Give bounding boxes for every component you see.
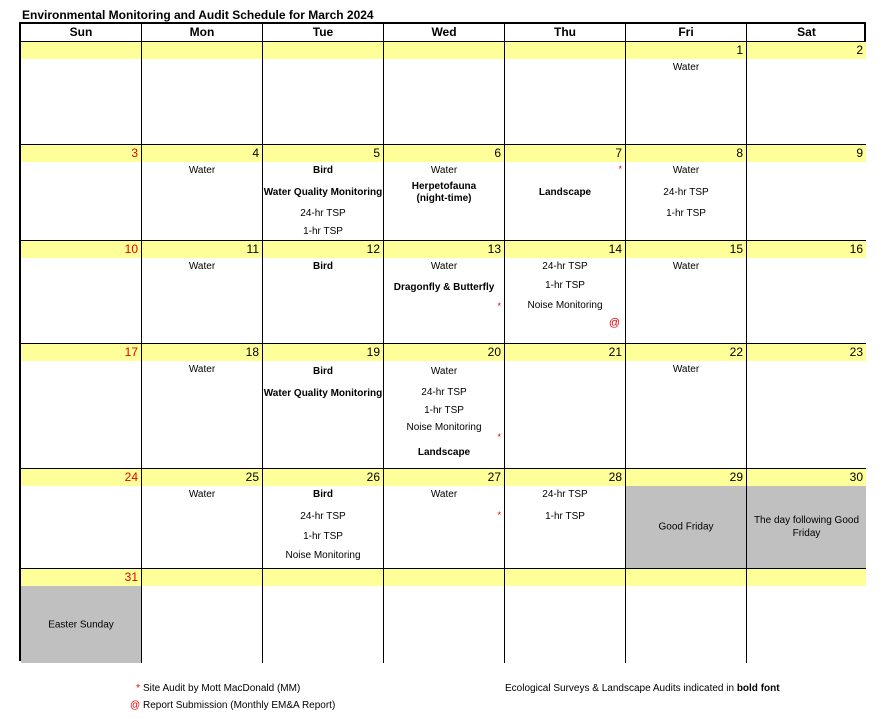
day-number: 12 (366, 242, 380, 256)
date-bar (384, 344, 504, 361)
date-bar (384, 469, 504, 486)
date-bar (142, 469, 262, 486)
day-body (142, 486, 262, 568)
day-cell (747, 42, 866, 145)
day-body (142, 361, 262, 468)
holiday-label: The day following Good Friday (753, 515, 860, 539)
day-body (21, 586, 141, 663)
day-cell (626, 145, 747, 241)
day-cell (505, 145, 626, 241)
schedule-event: Water (430, 261, 458, 272)
date-bar (747, 469, 866, 486)
day-body (505, 486, 625, 568)
schedule-event: Noise Monitoring (406, 422, 482, 433)
day-body (626, 486, 746, 568)
site-audit-marker: * (497, 510, 501, 520)
day-number: 18 (245, 345, 259, 359)
day-number: 15 (729, 242, 743, 256)
date-bar (384, 569, 504, 586)
day-body (626, 162, 746, 240)
schedule-event: Water (430, 366, 458, 377)
day-number: 5 (373, 146, 380, 160)
day-number: 6 (494, 146, 501, 160)
date-bar (505, 344, 625, 361)
schedule-event: Water (188, 489, 216, 500)
date-bar (21, 344, 141, 361)
legend-report-text: Report Submission (Monthly EM&A Report) (143, 700, 336, 711)
day-cell (747, 145, 866, 241)
date-bar (626, 145, 746, 162)
date-bar (142, 344, 262, 361)
holiday-label: Good Friday (658, 521, 714, 533)
day-cell (142, 469, 263, 569)
day-cell (384, 344, 505, 469)
day-body (505, 258, 625, 343)
day-body (263, 361, 383, 468)
day-body (263, 586, 383, 663)
date-bar (626, 42, 746, 59)
date-bar (263, 241, 383, 258)
day-body (505, 586, 625, 663)
day-number: 30 (849, 470, 863, 484)
day-body (142, 258, 262, 343)
date-bar (505, 241, 625, 258)
day-number: 25 (245, 470, 259, 484)
weekday-header (21, 24, 864, 42)
day-body (505, 59, 625, 144)
day-number: 20 (487, 345, 501, 359)
date-bar (384, 241, 504, 258)
day-number: 16 (849, 242, 863, 256)
day-cell (21, 241, 142, 344)
day-cell (747, 241, 866, 344)
schedule-event: 1-hr TSP (303, 531, 343, 542)
weekday-wed: Wed (384, 24, 505, 41)
day-body (263, 486, 383, 568)
date-bar (747, 42, 866, 59)
day-cell (626, 569, 747, 663)
schedule-event: Water Quality Monitoring (263, 187, 383, 198)
schedule-event: Noise Monitoring (527, 300, 603, 311)
date-bar (505, 469, 625, 486)
day-number: 28 (608, 470, 622, 484)
schedule-event: Landscape (538, 187, 592, 198)
schedule-event: 24-hr TSP (663, 187, 709, 198)
day-number: 2 (856, 43, 863, 57)
day-number: 7 (615, 146, 622, 160)
day-number: 27 (487, 470, 501, 484)
schedule-event: Water Quality Monitoring (263, 388, 383, 399)
date-bar (384, 145, 504, 162)
weekday-mon: Mon (142, 24, 263, 41)
day-cell (142, 42, 263, 145)
schedule-event: Bird (313, 261, 333, 272)
schedule-event: 24-hr TSP (421, 387, 467, 398)
day-number: 19 (366, 345, 380, 359)
day-body (747, 258, 866, 343)
day-cell (142, 344, 263, 469)
day-cell (21, 569, 142, 663)
day-body (384, 59, 504, 144)
day-body (626, 361, 746, 468)
day-body (384, 162, 504, 240)
site-audit-marker: * (497, 301, 501, 311)
day-body (626, 258, 746, 343)
schedule-event: Water (672, 364, 700, 375)
weekday-tue: Tue (263, 24, 384, 41)
legend-report (130, 700, 335, 712)
day-body (747, 59, 866, 144)
schedule-event: 24-hr TSP (542, 261, 588, 272)
day-cell (505, 344, 626, 469)
day-body (505, 361, 625, 468)
schedule-event: 1-hr TSP (424, 405, 464, 416)
day-cell (384, 569, 505, 663)
day-body (747, 361, 866, 468)
schedule-event: 1-hr TSP (545, 511, 585, 522)
legend-bold-note (505, 683, 780, 695)
day-body (21, 59, 141, 144)
day-number: 26 (366, 470, 380, 484)
day-cell (626, 469, 747, 569)
date-bar (626, 569, 746, 586)
site-audit-marker: * (497, 432, 501, 442)
schedule-event: Water (430, 165, 458, 176)
date-bar (142, 145, 262, 162)
day-cell (505, 569, 626, 663)
day-number: 3 (131, 146, 138, 160)
legend-bold-note-text: Ecological Surveys & Landscape Audits indicated in (505, 683, 735, 694)
day-number: 29 (729, 470, 743, 484)
day-body (263, 258, 383, 343)
schedule-event: 24-hr TSP (300, 511, 346, 522)
day-cell (21, 469, 142, 569)
date-bar (505, 145, 625, 162)
day-number: 11 (246, 242, 259, 256)
day-cell (384, 42, 505, 145)
legend-bold-word: bold font (736, 683, 780, 694)
date-bar (263, 344, 383, 361)
day-body (747, 586, 866, 663)
weekday-fri: Fri (626, 24, 747, 41)
day-body (384, 486, 504, 568)
schedule-event: Herpetofauna (411, 181, 477, 192)
day-body (21, 486, 141, 568)
site-audit-marker: * (618, 164, 622, 174)
schedule-event: Bird (313, 165, 333, 176)
day-cell (626, 42, 747, 145)
schedule-event: 24-hr TSP (300, 208, 346, 219)
day-number: 17 (124, 345, 138, 359)
day-body (747, 486, 866, 568)
day-cell (21, 42, 142, 145)
day-body (21, 162, 141, 240)
date-bar (505, 569, 625, 586)
date-bar (747, 344, 866, 361)
schedule-event: Landscape (417, 447, 471, 458)
day-cell (626, 344, 747, 469)
day-body (263, 162, 383, 240)
legend-site-audit-text: Site Audit by Mott MacDonald (MM) (143, 683, 301, 694)
date-bar (142, 42, 262, 59)
day-cell (626, 241, 747, 344)
date-bar (142, 241, 262, 258)
day-cell (142, 145, 263, 241)
site-audit-marker: * (136, 683, 140, 694)
day-cell (747, 469, 866, 569)
day-cell (142, 241, 263, 344)
day-number: 8 (736, 146, 743, 160)
date-bar (626, 344, 746, 361)
day-cell (263, 569, 384, 663)
date-bar (21, 145, 141, 162)
date-bar (263, 469, 383, 486)
schedule-event: Water (188, 364, 216, 375)
date-bar (747, 241, 866, 258)
date-bar (21, 42, 141, 59)
date-bar (263, 569, 383, 586)
day-body (384, 361, 504, 468)
schedule-event: Noise Monitoring (285, 550, 361, 561)
day-cell (263, 42, 384, 145)
schedule-event: 1-hr TSP (303, 226, 343, 237)
schedule-event: Dragonfly & Butterfly (393, 282, 495, 293)
day-body (142, 162, 262, 240)
day-cell (263, 241, 384, 344)
day-number: 9 (856, 146, 863, 160)
legend-site-audit (130, 683, 300, 695)
day-body (626, 586, 746, 663)
day-cell (747, 344, 866, 469)
schedule-event: Water (672, 62, 700, 73)
weekday-thu: Thu (505, 24, 626, 41)
day-cell (505, 469, 626, 569)
day-number: 22 (729, 345, 743, 359)
day-cell (142, 569, 263, 663)
report-submission-marker: @ (608, 317, 620, 329)
day-cell (263, 344, 384, 469)
date-bar (384, 42, 504, 59)
day-body (142, 59, 262, 144)
day-cell (505, 42, 626, 145)
day-body (384, 586, 504, 663)
day-number: 10 (124, 242, 138, 256)
weekday-sat: Sat (797, 25, 816, 39)
day-cell (384, 469, 505, 569)
day-number: 1 (736, 43, 743, 57)
day-body (21, 361, 141, 468)
day-number: 24 (124, 470, 138, 484)
date-bar (21, 469, 141, 486)
holiday-label: Easter Sunday (48, 619, 114, 630)
date-bar (21, 241, 141, 258)
day-body (21, 258, 141, 343)
schedule-event: (night-time) (416, 193, 472, 204)
weekday-sun: Sun (21, 24, 142, 41)
day-body (263, 59, 383, 144)
schedule-event: Water (188, 165, 216, 176)
schedule-event: 24-hr TSP (542, 489, 588, 500)
day-cell (384, 145, 505, 241)
day-cell (21, 145, 142, 241)
date-bar (263, 145, 383, 162)
date-bar (142, 569, 262, 586)
schedule-event: 1-hr TSP (666, 208, 706, 219)
schedule-event: Water (672, 261, 700, 272)
date-bar (626, 469, 746, 486)
report-marker: @ (130, 700, 141, 711)
schedule-event: Water (430, 489, 458, 500)
day-body (505, 162, 625, 240)
day-number: 23 (849, 345, 863, 359)
date-bar (626, 241, 746, 258)
day-body (747, 162, 866, 240)
schedule-event: 1-hr TSP (545, 280, 585, 291)
day-cell (263, 145, 384, 241)
schedule-event: Water (672, 165, 700, 176)
day-number: 21 (608, 345, 622, 359)
day-body (142, 586, 262, 663)
date-bar (747, 569, 866, 586)
date-bar (747, 145, 866, 162)
calendar-grid (19, 22, 866, 661)
date-bar (21, 569, 141, 586)
schedule-event: Water (188, 261, 216, 272)
day-body (384, 258, 504, 343)
day-cell (263, 469, 384, 569)
day-cell (505, 241, 626, 344)
day-number: 4 (252, 146, 259, 160)
date-bar (263, 42, 383, 59)
schedule-event: Bird (313, 489, 333, 500)
day-number: 14 (608, 242, 622, 256)
day-number: 13 (487, 242, 501, 256)
date-bar (505, 42, 625, 59)
page-title: Environmental Monitoring and Audit Schedule for March 2024 (22, 8, 374, 22)
day-cell (21, 344, 142, 469)
day-cell (747, 569, 866, 663)
schedule-event: Bird (313, 366, 333, 377)
day-number: 31 (124, 570, 138, 584)
day-cell (384, 241, 505, 344)
day-body (626, 59, 746, 144)
